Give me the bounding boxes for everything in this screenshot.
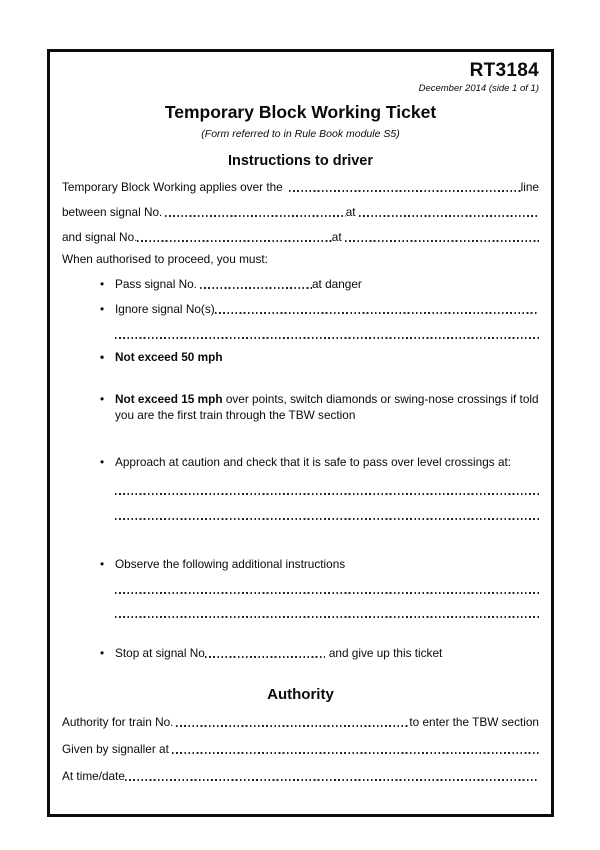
train-no-field — [176, 716, 409, 730]
not-exceed-15-rest: over points, switch diamonds or swing-nose crossings if told you are the first train through the TBW section — [115, 392, 539, 422]
ignore-signal-nos-field — [215, 303, 539, 317]
authority-train-line — [62, 715, 539, 730]
ignore-label: Ignore signal No(s) — [115, 302, 215, 316]
authority-time-line — [62, 769, 539, 784]
bullet-icon: • — [100, 277, 105, 291]
stop-signal-no-field — [205, 647, 325, 661]
signal-location-field — [359, 206, 539, 220]
bullet-icon: • — [100, 557, 105, 571]
time-date-field — [125, 770, 539, 784]
stop-label: Stop at signal No — [115, 646, 205, 660]
applies-suffix: line — [520, 180, 539, 194]
bullet-not-exceed-50 — [100, 350, 539, 365]
ignore-continuation-line — [115, 327, 539, 342]
observe-text: Observe the following additional instructions — [115, 557, 346, 571]
between-label: between signal No. — [62, 205, 163, 219]
applies-over-line — [62, 180, 539, 195]
train-label: Authority for train No. — [62, 715, 174, 729]
not-exceed-15-text — [115, 392, 539, 423]
signal-no-field — [137, 231, 331, 245]
level-crossings-field-line — [115, 508, 539, 523]
additional-instructions-field — [115, 607, 539, 621]
bullet-approach-caution — [100, 455, 539, 470]
pass-signal-no-field — [200, 278, 312, 292]
line-name-field — [289, 181, 521, 195]
bullet-icon: • — [100, 302, 105, 316]
level-crossings-field-line — [115, 483, 539, 498]
pass-label: Pass signal No. — [115, 277, 197, 291]
bullet-pass-signal — [100, 277, 539, 292]
pass-suffix: at danger — [311, 277, 362, 291]
bullet-icon: • — [100, 350, 105, 364]
train-suffix: to enter the TBW section — [409, 715, 539, 729]
between-signal-line — [62, 205, 539, 220]
additional-instructions-field-line — [115, 606, 539, 621]
form-code: RT3184 — [469, 60, 539, 81]
time-label: At time/date — [62, 769, 125, 783]
additional-instructions-field — [115, 583, 539, 597]
form-title: Temporary Block Working Ticket — [164, 102, 437, 122]
instructions-heading: Instructions to driver — [227, 153, 374, 169]
signaller-label: Given by signaller at — [62, 742, 169, 756]
applies-label: Temporary Block Working applies over the — [62, 180, 283, 194]
signal-no-field — [165, 206, 345, 220]
stop-suffix: and give up this ticket — [328, 646, 443, 660]
signal-location-field — [345, 231, 539, 245]
level-crossings-field — [115, 484, 539, 498]
approach-text: Approach at caution and check that it is safe to pass over level crossings at: — [115, 455, 512, 469]
signaller-location-field — [172, 743, 539, 757]
ignore-signal-nos-field — [115, 328, 539, 342]
not-exceed-50-text: Not exceed 50 mph — [115, 350, 223, 364]
level-crossings-field — [115, 509, 539, 523]
and-label: and signal No. — [62, 230, 138, 244]
authority-heading: Authority — [267, 686, 334, 703]
bullet-ignore-signal — [100, 302, 539, 317]
form-border-box — [47, 49, 554, 817]
between-mid-label: at — [345, 205, 356, 219]
edition-note: December 2014 (side 1 of 1) — [418, 83, 539, 94]
authority-signaller-line — [62, 742, 539, 757]
form-subtitle: (Form referred to in Rule Book module S5) — [201, 128, 400, 140]
and-mid-label: at — [331, 230, 342, 244]
bullet-icon: • — [100, 646, 105, 660]
bullet-not-exceed-15 — [100, 392, 539, 423]
bullet-icon: • — [100, 392, 105, 406]
not-exceed-15-bold: Not exceed 15 mph — [115, 392, 223, 406]
and-signal-line — [62, 230, 539, 245]
bullet-stop-signal — [100, 646, 539, 661]
authorised-text: When authorised to proceed, you must: — [62, 252, 268, 266]
bullet-icon: • — [100, 455, 105, 469]
bullet-observe-instructions — [100, 557, 539, 572]
additional-instructions-field-line — [115, 582, 539, 597]
